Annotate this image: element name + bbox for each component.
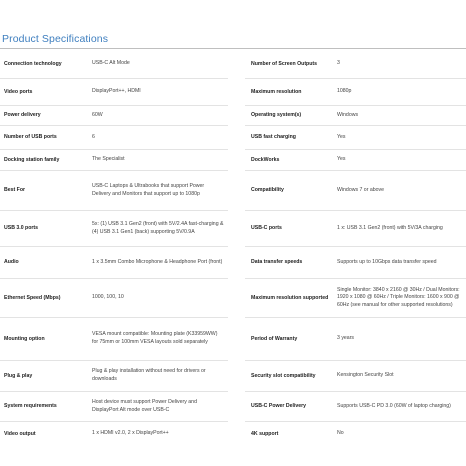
spec-row [0, 318, 228, 361]
spec-label: USB-C ports [251, 225, 282, 231]
spec-value: VESA mount compatible: Mounting plate (K33959WW) for 75mm or 100mm VESA layouts sold separately [92, 331, 218, 345]
spec-value: Supports USB-C PD 3.0 (60W of laptop charging) [337, 402, 451, 409]
spec-value: Yes [337, 156, 346, 163]
spec-value: 3 [337, 60, 340, 67]
spec-label: Maximum resolution [251, 88, 302, 95]
spec-row [0, 150, 228, 171]
spec-value: Single Monitor: 3840 x 2160 @ 30Hz / Dual Monitors: 1920 x 1080 @ 60Hz / Triple Monitors: 1600 x 900 @ 60Hz (see manual for other supported resolutions) [337, 286, 460, 308]
spec-row [0, 279, 228, 318]
spec-row [0, 211, 228, 247]
spec-label: Number of USB ports [4, 134, 57, 140]
spec-row [245, 422, 466, 446]
spec-value: 1 x: USB 3.1 Gen2 (front) with 5V/3A charging [337, 224, 443, 231]
spec-row [245, 279, 466, 318]
spec-label: Maximum resolution supported [251, 294, 329, 301]
spec-label: System requirements [4, 403, 57, 409]
spec-row [0, 106, 228, 126]
spec-label: Plug & play [4, 372, 33, 379]
spec-value: USB-C Alt Mode [92, 60, 130, 67]
spec-value: 5x: (1) USB 3.1 Gen2 (front) with 5V/2.4A fast-charging & (4) USB 3.1 Gen1 (back) supporting 5V/0.9A [92, 220, 224, 235]
spec-value: 1000, 100, 10 [92, 294, 124, 301]
spec-label: DockWorks [251, 156, 280, 163]
spec-row [245, 392, 466, 422]
spec-row [245, 247, 466, 279]
spec-value: 6 [92, 133, 95, 140]
spec-row [245, 126, 466, 150]
spec-label: Video ports [4, 88, 33, 95]
spec-value: Windows [337, 111, 359, 118]
specs-column-left [0, 50, 228, 446]
spec-label: Compatibility [251, 187, 284, 193]
spec-value: 1 x 3.5mm Combo Microphone & Headphone Port (front) [92, 258, 223, 265]
spec-value: Yes [337, 133, 346, 140]
spec-row [245, 106, 466, 126]
spec-value: No [337, 430, 344, 437]
spec-label: Period of Warranty [251, 335, 298, 342]
spec-row [245, 79, 466, 106]
spec-row [245, 50, 466, 79]
spec-row [0, 50, 228, 79]
spec-row [245, 211, 466, 247]
spec-label: Connection technology [4, 60, 62, 67]
spec-row [245, 318, 466, 361]
spec-row [0, 126, 228, 150]
spec-value: DisplayPort++, HDMI [92, 88, 141, 95]
page-title: Product Specifications [2, 33, 109, 45]
spec-value: The Specialist [92, 156, 125, 163]
specs-column-right [245, 50, 466, 446]
spec-row [0, 79, 228, 106]
spec-label: Power delivery [4, 112, 41, 118]
spec-label: Number of Screen Outputs [251, 60, 318, 67]
spec-label: 4K support [251, 430, 279, 437]
spec-value: Kensington Security Slot [337, 372, 394, 379]
spec-label: Operating system(s) [251, 112, 302, 118]
spec-row [245, 171, 466, 211]
spec-label: Data transfer speeds [251, 259, 303, 265]
spec-label: Docking station family [4, 156, 60, 163]
spec-value: Plug & play installation without need for drivers or downloads [92, 368, 206, 382]
spec-label: USB 3.0 ports [4, 225, 39, 231]
spec-value: 1080p [337, 88, 352, 95]
spec-row [0, 171, 228, 211]
spec-label: Security slot compatibility [251, 372, 316, 379]
spec-value: Windows 7 or above [337, 186, 384, 193]
spec-label: Ethernet Speed (Mbps) [4, 294, 61, 301]
spec-label: Video output [4, 430, 36, 437]
spec-label: Mounting option [4, 335, 45, 342]
spec-label: Best For [4, 187, 26, 193]
spec-row [245, 361, 466, 392]
spec-value: 3 years [337, 335, 355, 342]
spec-value: 60W [92, 111, 103, 118]
spec-label: Audio [4, 259, 19, 265]
spec-value: 1 x HDMI v2.0, 2 x DisplayPort++ [92, 430, 169, 437]
spec-value: Host device must support Power Delivery and DisplayPort Alt mode over USB-C [92, 398, 197, 413]
spec-row [0, 361, 228, 392]
spec-value: Supports up to 10Gbps data transfer speed [337, 258, 437, 265]
spec-label: USB-C Power Delivery [251, 403, 307, 409]
spec-value: USB-C Laptops & Ultrabooks that support Power Delivery and Monitors that support up to 1080p [92, 182, 205, 197]
spec-row [0, 247, 228, 279]
spec-label: USB fast charging [251, 134, 296, 140]
title-divider [0, 48, 466, 49]
spec-row [245, 150, 466, 171]
spec-row [0, 422, 228, 446]
spec-row [0, 392, 228, 422]
